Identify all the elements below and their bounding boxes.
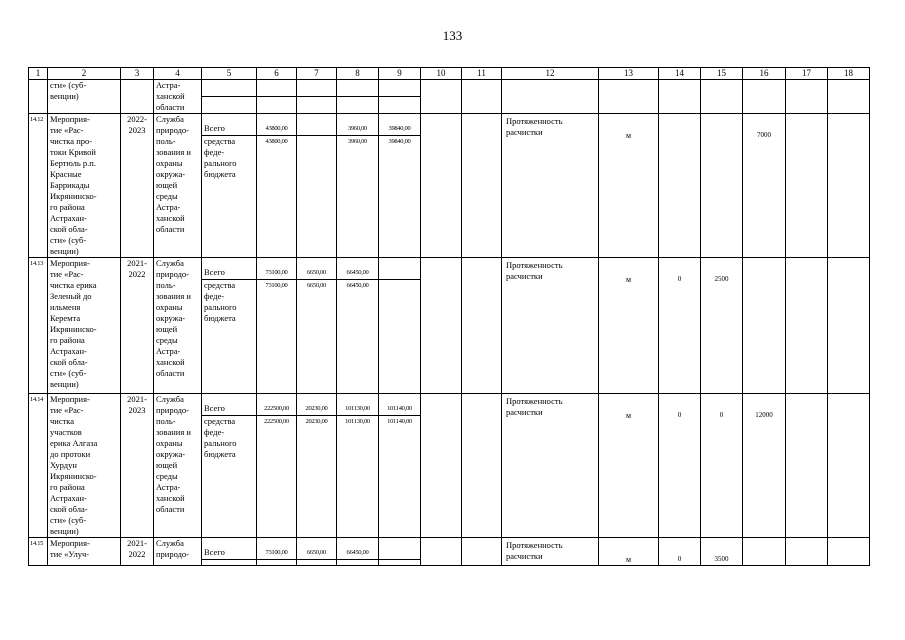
funding-amount [337,538,379,566]
column-number: 8 [337,68,379,80]
funding-source [202,538,257,566]
funding-amount [337,80,379,114]
funding-amount [337,114,379,258]
funding-amount [257,114,297,258]
funding-total-label: Всего [202,114,256,136]
amount-total [379,538,420,560]
measure-name: сти» (суб- венции) [48,80,121,114]
amount-federal: 73100,00 [265,282,288,289]
column-number: 1 [29,68,48,80]
funding-federal-label: средства феде- рального бюджета [204,416,237,459]
measure-name: Мероприя- тие «Рас- чистка про- токи Кривой Бертюль р.п. Красные Баррикады Икрянинско- го района Астрахан- ской обла- сти» (суб- венции) [48,114,121,258]
column-number: 3 [121,68,154,80]
period [121,80,154,114]
period: 2021- 2022 [121,538,154,566]
amount-total: 39840,00 [379,114,420,136]
unit: м [599,538,659,566]
amount-federal [257,560,296,565]
amount-total: 6650,00 [297,538,336,560]
empty-cell [786,258,828,394]
amount-federal: 222500,00 [264,418,289,425]
empty-cell [786,80,828,114]
empty-cell [462,114,502,258]
funding-amount [297,258,337,394]
period: 2021- 2023 [121,394,154,538]
indicator-value: 12000 [743,394,786,538]
funding-amount [379,258,421,394]
indicator: Протяженность расчистки [502,114,599,258]
empty-cell [421,394,462,538]
funding-total-label [202,80,256,97]
amount-federal [257,97,296,112]
table-row [29,80,870,114]
executor: Служба природо- поль- зования и охраны окружа- ющей среды Астра- ханской области [154,258,202,394]
period: 2022- 2023 [121,114,154,258]
indicator-value [743,80,786,114]
funding-source [202,394,257,538]
executor: Служба природо- [154,538,202,566]
executor: Служба природо- поль- зования и охраны окружа- ющей среды Астра- ханской области [154,394,202,538]
funding-amount [297,394,337,538]
amount-federal [379,280,420,393]
amount-federal [337,560,378,565]
funding-source [202,114,257,258]
amount-total: 3960,00 [337,114,378,136]
unit: м [599,394,659,538]
row-code: 14.15 [29,538,48,566]
table-row [29,114,870,258]
amount-total [297,114,336,136]
indicator-value: 0 [659,538,701,566]
amount-total: 20230,00 [297,394,336,416]
amount-total: 43800,00 [257,114,296,136]
funding-amount [379,114,421,258]
funding-amount [257,394,297,538]
amount-federal: 20230,00 [305,418,328,425]
column-number: 17 [786,68,828,80]
funding-amount [337,258,379,394]
column-number: 2 [48,68,121,80]
measure-name: Мероприя- тие «Улуч- [48,538,121,566]
column-number: 4 [154,68,202,80]
funding-federal-label [202,97,256,112]
amount-total: 66450,00 [337,538,378,560]
funding-amount [379,80,421,114]
funding-federal-label: средства феде- рального бюджета [204,280,237,323]
row-code: 14.12 [29,114,48,258]
table-row [29,538,870,566]
funding-amount [379,394,421,538]
funding-amount [297,80,337,114]
column-number: 15 [701,68,743,80]
amount-federal: 39840,00 [388,138,411,145]
period: 2021- 2022 [121,258,154,394]
indicator: Протяженность расчистки [502,394,599,538]
measure-name: Мероприя- тие «Рас- чистка участков ерика Алгаза до протоки Хурдун Икрянинско- го района Астрахан- ской обла- сти» (суб- венции) [48,394,121,538]
indicator-value [743,538,786,566]
amount-federal [297,560,336,565]
empty-cell [828,80,870,114]
executor: Служба природо- поль- зования и охраны окружа- ющей среды Астра- ханской области [154,114,202,258]
amount-total: 101140,00 [379,394,420,416]
amount-total [297,80,336,97]
amount-federal: 6650,00 [306,282,327,289]
empty-cell [421,80,462,114]
unit: м [599,114,659,258]
indicator-value [701,114,743,258]
empty-cell [462,538,502,566]
amount-total [337,80,378,97]
indicator-value: 0 [659,394,701,538]
indicator-value: 2500 [701,258,743,394]
funding-federal-label [202,560,256,565]
executor: Астра- ханской области [154,80,202,114]
amount-total: 222500,00 [257,394,296,416]
indicator: Протяженность расчистки [502,258,599,394]
amount-total: 73100,00 [257,538,296,560]
amount-total: 73100,00 [257,258,296,280]
indicator: Протяженность расчистки [502,538,599,566]
amount-total [379,258,420,280]
row-code: 14.14 [29,394,48,538]
unit: м [599,258,659,394]
empty-cell [828,538,870,566]
empty-cell [462,80,502,114]
amount-total [257,80,296,97]
empty-cell [828,394,870,538]
amount-federal: 43800,00 [265,138,288,145]
indicator [502,80,599,114]
column-number: 11 [462,68,502,80]
amount-federal: 3960,00 [347,138,368,145]
column-number: 9 [379,68,421,80]
indicator-value: 0 [659,258,701,394]
empty-cell [421,114,462,258]
funding-source [202,80,257,114]
row-code [29,80,48,114]
funding-federal-label: средства феде- рального бюджета [204,136,237,179]
amount-federal [297,136,336,255]
column-number: 10 [421,68,462,80]
amount-total: 66450,00 [337,258,378,280]
program-measures-table [28,67,870,566]
funding-amount [257,258,297,394]
funding-total-label: Всего [202,258,256,280]
amount-total: 6650,00 [297,258,336,280]
empty-cell [786,394,828,538]
indicator-value [659,80,701,114]
amount-total: 101130,00 [337,394,378,416]
empty-cell [462,258,502,394]
amount-federal: 101130,00 [345,418,370,425]
column-number: 7 [297,68,337,80]
indicator-value: 0 [701,394,743,538]
funding-source [202,258,257,394]
indicator-value: 3500 [701,538,743,566]
column-number: 5 [202,68,257,80]
indicator-value: 7000 [743,114,786,258]
empty-cell [462,394,502,538]
funding-amount [337,394,379,538]
indicator-value [659,114,701,258]
empty-cell [786,114,828,258]
amount-federal [337,97,378,112]
indicator-value [743,258,786,394]
column-number: 16 [743,68,786,80]
empty-cell [828,258,870,394]
indicator-value [701,80,743,114]
funding-amount [257,538,297,566]
funding-amount [379,538,421,566]
column-number: 6 [257,68,297,80]
column-number: 14 [659,68,701,80]
funding-total-label: Всего [202,538,256,560]
empty-cell [828,114,870,258]
table-row [29,258,870,394]
amount-federal [297,97,336,112]
table-row [29,394,870,538]
row-code: 14.13 [29,258,48,394]
funding-amount [297,114,337,258]
amount-total [379,80,420,97]
funding-total-label: Всего [202,394,256,416]
amount-federal [379,560,420,565]
column-number: 12 [502,68,599,80]
column-number: 13 [599,68,659,80]
unit [599,80,659,114]
page-number: 133 [442,28,463,43]
amount-federal: 66450,00 [346,282,369,289]
funding-amount [257,80,297,114]
column-number: 18 [828,68,870,80]
empty-cell [421,538,462,566]
column-number-row [29,68,870,80]
empty-cell [421,258,462,394]
empty-cell [786,538,828,566]
amount-federal [379,97,420,112]
funding-amount [297,538,337,566]
measure-name: Мероприя- тие «Рас- чистка ерика Зеленый до ильменя Керемта Икрянинско- го района Астрахан- ской обла- сти» (суб- венции) [48,258,121,394]
amount-federal: 101140,00 [387,418,412,425]
